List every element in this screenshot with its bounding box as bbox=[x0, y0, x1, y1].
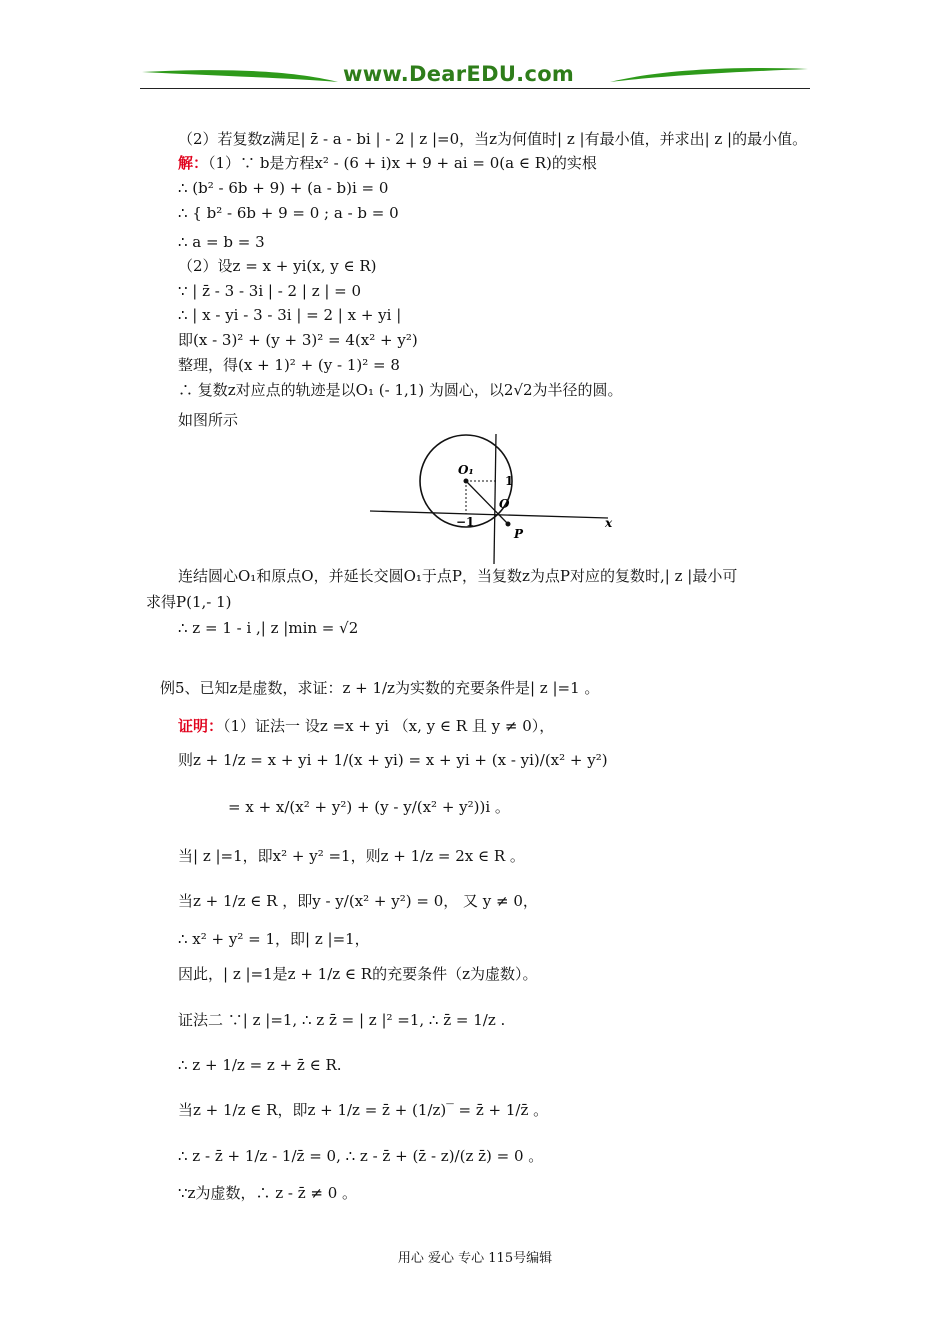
label-one: 1 bbox=[505, 474, 514, 488]
label-x-axis: x bbox=[605, 516, 613, 530]
math-line: ∴ a = b = 3 bbox=[178, 233, 265, 251]
math-line: ∴ (b² - 6b + 9) + (a - b)i = 0 bbox=[178, 179, 389, 197]
math-line: 则z + 1/z = x + yi + 1/(x + yi) = x + yi + (x - yi)/(x² + y²) bbox=[178, 751, 608, 769]
proof-text: （1）证法一 设z =x + yi （x, y ∈ R 且 y ≠ 0）， bbox=[223, 717, 555, 735]
circle-diagram bbox=[368, 430, 618, 570]
math-line: 当z + 1/z ∈ R ，即y - y/(x² + y²) = 0， 又 y ≠ 0， bbox=[178, 892, 538, 910]
math-line: ∴ z - z̄ + 1/z - 1/z̄ = 0, ∴ z - z̄ + (z̄ - z)/(z z̄) = 0 。 bbox=[178, 1147, 544, 1165]
math-line: （2）设z = x + yi(x, y ∈ R) bbox=[178, 257, 377, 275]
example-5-statement: 例5、已知z是虚数，求证：z + 1/z为实数的充要条件是| z |=1 。 bbox=[160, 679, 600, 697]
label-p: P bbox=[514, 527, 524, 541]
y-axis bbox=[494, 434, 496, 564]
math-line: ∴ z + 1/z = z + z̄ ∈ R. bbox=[178, 1056, 342, 1074]
math-line: ∵z为虚数，∴ z - z̄ ≠ 0 。 bbox=[178, 1184, 358, 1202]
header-rule bbox=[140, 88, 810, 89]
proof-label: 证明： bbox=[178, 717, 224, 735]
proof-line bbox=[178, 716, 554, 736]
label-neg-one: −1 bbox=[456, 515, 475, 529]
math-line: 当z + 1/z ∈ R，即z + 1/z = z̄ + (1/z)‾ = z̄ + 1/z̄ 。 bbox=[178, 1101, 549, 1119]
math-line: ∴ 复数z对应点的轨迹是以O₁ (- 1,1) 为圆心，以2√2为半径的圆。 bbox=[178, 381, 623, 399]
label-origin: O bbox=[499, 497, 510, 511]
site-logo: www.DearEDU.com bbox=[343, 62, 575, 86]
page-footer: 用心 爱心 专心 115号编辑 bbox=[397, 1251, 553, 1266]
solution-line bbox=[178, 153, 597, 173]
text-line: 求得P(1,- 1) bbox=[146, 593, 232, 611]
solution-label: 解： bbox=[178, 154, 209, 172]
figure-caption: 如图所示 bbox=[178, 411, 239, 429]
math-line: 当| z |=1，即x² + y² =1，则z + 1/z = 2x ∈ R 。 bbox=[178, 847, 525, 865]
math-line: = x + x/(x² + y²) + (y - y/(x² + y²))i 。 bbox=[228, 798, 510, 816]
math-line: 因此，| z |=1是z + 1/z ∈ R的充要条件（z为虚数）。 bbox=[178, 965, 538, 983]
math-line: ∴ z = 1 - i ,| z |min = √2 bbox=[178, 619, 359, 637]
x-axis bbox=[370, 511, 608, 518]
text-line: 连结圆心O₁和原点O，并延长交圆O₁于点P，当复数z为点P对应的复数时,| z |最小可 bbox=[178, 567, 738, 585]
math-line: ∵ | z̄ - 3 - 3i | - 2 | z | = 0 bbox=[178, 282, 362, 300]
center-point bbox=[464, 479, 469, 484]
math-line: ∴ x² + y² = 1，即| z |=1， bbox=[178, 930, 370, 948]
point-p bbox=[506, 522, 511, 527]
math-line: 整理，得(x + 1)² + (y - 1)² = 8 bbox=[178, 356, 400, 374]
math-line: ∴ { b² - 6b + 9 = 0 ; a - b = 0 bbox=[178, 204, 399, 222]
problem-2-statement: （2）若复数z满足| z̄ - a - bi | - 2 | z |=0，当z为何值时| z |有最小值，并求出| z |的最小值。 bbox=[178, 130, 808, 148]
label-o1: O₁ bbox=[458, 463, 474, 477]
page-header bbox=[140, 60, 810, 92]
solution-text: （1）∵ b是方程x² - (6 + i)x + 9 + ai = 0(a ∈ R)的实根 bbox=[208, 154, 597, 172]
math-line: 即(x - 3)² + (y + 3)² = 4(x² + y²) bbox=[178, 331, 418, 349]
math-line: ∴ | x - yi - 3 - 3i | = 2 | x + yi | bbox=[178, 306, 402, 324]
math-line: 证法二 ∵| z |=1, ∴ z z̄ = | z |² =1, ∴ z̄ = 1/z . bbox=[178, 1011, 506, 1029]
